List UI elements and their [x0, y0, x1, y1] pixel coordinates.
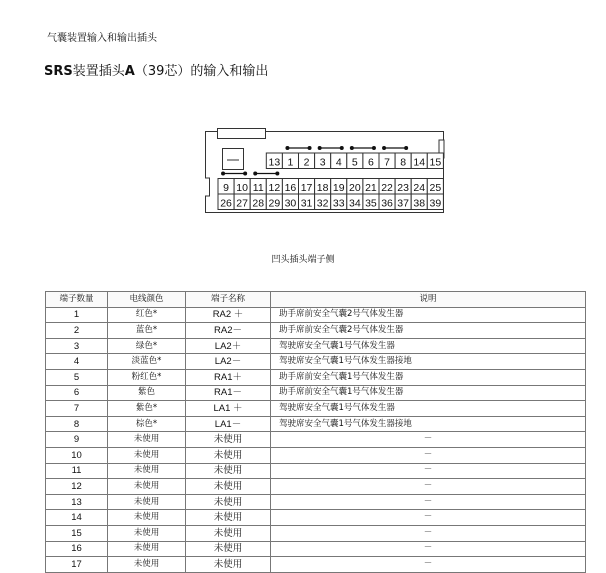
shorting-bar-dot: [243, 172, 247, 176]
title-text-rest: （39芯）的输入和输出: [134, 64, 269, 79]
table-row: [46, 416, 586, 432]
header-pin-number: 端子数量: [46, 292, 108, 308]
connector-pin-label: 29: [268, 197, 281, 210]
connector-diagram: [205, 128, 445, 214]
description-cell: －: [271, 557, 586, 573]
title-text-connector: 装置插头: [72, 64, 125, 79]
table-row: [46, 369, 586, 385]
connector-pin-label: 26: [220, 197, 232, 210]
description-cell: 助手席前安全气囊1号气体发生器: [271, 369, 586, 385]
connector-pin-label: 31: [300, 197, 313, 210]
description-cell: 助手席前安全气囊1号气体发生器: [271, 385, 586, 401]
wire-color-cell: 未使用: [108, 541, 186, 557]
connector-pin-label: 3: [319, 156, 326, 169]
pin-name-cell: 未使用: [186, 510, 271, 526]
pin-name-cell: 未使用: [186, 557, 271, 573]
connector-pin-label: 36: [381, 197, 393, 210]
connector-pin-label: 28: [252, 197, 265, 210]
pin-number-cell: 3: [46, 338, 108, 354]
shorting-bar-dot: [340, 146, 344, 150]
connector-pin-label: 33: [332, 197, 345, 210]
connector-pin-label: 38: [413, 197, 426, 210]
pin-number-cell: 13: [46, 494, 108, 510]
pin-number-cell: 6: [46, 385, 108, 401]
description-cell: －: [271, 541, 586, 557]
title-bold-a: A: [124, 64, 135, 79]
connector-pin-label: 39: [429, 197, 442, 210]
description-cell: 驾驶席安全气囊1号气体发生器接地: [271, 416, 586, 432]
header-pin-name: 端子名称: [186, 292, 271, 308]
shorting-bar-dot: [221, 172, 225, 176]
connector-pin-label: 24: [413, 182, 426, 194]
pin-name-cell: LA2－: [186, 354, 271, 370]
description-cell: 驾驶席安全气囊1号气体发生器接地: [271, 354, 586, 370]
wire-color-cell: 粉红色*: [108, 369, 186, 385]
wire-color-cell: 蓝色*: [108, 323, 186, 339]
table-row: [46, 338, 586, 354]
connector-pin-label: 30: [284, 197, 297, 210]
wire-color-cell: 未使用: [108, 557, 186, 573]
pin-name-cell: 未使用: [186, 479, 271, 495]
connector-pin-label: 1: [287, 156, 294, 169]
pin-name-cell: 未使用: [186, 447, 271, 463]
connector-pin-label: 15: [429, 156, 442, 169]
connector-pin-label: 11: [252, 182, 264, 194]
pin-number-cell: 7: [46, 401, 108, 417]
wire-color-cell: 未使用: [108, 525, 186, 541]
wire-color-cell: 未使用: [108, 463, 186, 479]
pin-number-cell: 11: [46, 463, 108, 479]
pin-name-cell: 未使用: [186, 541, 271, 557]
description-cell: －: [271, 510, 586, 526]
pin-number-cell: 17: [46, 557, 108, 573]
table-row: [46, 494, 586, 510]
description-cell: －: [271, 432, 586, 448]
connector-pin-label: 4: [335, 156, 342, 169]
pin-name-cell: RA1＋: [186, 369, 271, 385]
table-row: [46, 307, 586, 323]
table-row: [46, 557, 586, 573]
shorting-bar-dot: [308, 146, 312, 150]
wire-color-cell: 未使用: [108, 479, 186, 495]
description-cell: －: [271, 525, 586, 541]
table-row: [46, 354, 586, 370]
connector-pin-label: 32: [316, 197, 329, 210]
wire-color-cell: 绿色*: [108, 338, 186, 354]
connector-latch: [218, 129, 266, 139]
wire-color-cell: 淡蓝色*: [108, 354, 186, 370]
connector-pin-label: 37: [397, 197, 409, 210]
page-title: [44, 60, 268, 79]
wire-color-cell: 未使用: [108, 447, 186, 463]
table-row: [46, 385, 586, 401]
shorting-bar-dot: [404, 146, 408, 150]
table-row: [46, 525, 586, 541]
connector-pin-label: 9: [223, 182, 229, 194]
connector-pin-label: 25: [429, 182, 442, 194]
table-header-row: [46, 292, 586, 308]
breadcrumb: 气囊装置输入和输出插头: [47, 33, 157, 44]
description-cell: 助手席前安全气囊2号气体发生器: [271, 307, 586, 323]
connector-pin-label: 12: [268, 182, 281, 194]
description-cell: 助手席前安全气囊2号气体发生器: [271, 323, 586, 339]
table-row: [46, 510, 586, 526]
table-row: [46, 541, 586, 557]
pin-number-cell: 16: [46, 541, 108, 557]
connector-pin-label: 14: [413, 156, 426, 169]
connector-pin-label: 19: [332, 182, 345, 194]
pin-number-cell: 15: [46, 525, 108, 541]
shorting-bar-dot: [350, 146, 354, 150]
header-description: 说明: [271, 292, 586, 308]
pin-name-cell: LA1－: [186, 416, 271, 432]
shorting-bar-dot: [318, 146, 322, 150]
pin-number-cell: 10: [46, 447, 108, 463]
table-row: [46, 432, 586, 448]
description-cell: －: [271, 447, 586, 463]
wire-color-cell: 棕色*: [108, 416, 186, 432]
connector-pin-label: 6: [368, 156, 374, 169]
connector-pin-label: 22: [381, 182, 393, 194]
description-cell: 驾驶席安全气囊1号气体发生器: [271, 338, 586, 354]
connector-caption: 凹头插头端子侧: [271, 255, 335, 265]
shorting-bar-dot: [372, 146, 376, 150]
pin-name-cell: RA2 ＋: [186, 307, 271, 323]
wire-color-cell: 未使用: [108, 432, 186, 448]
wire-color-cell: 紫色: [108, 385, 186, 401]
connector-pin-label: 34: [349, 197, 361, 210]
pin-number-cell: 1: [46, 307, 108, 323]
wire-color-cell: 红色*: [108, 307, 186, 323]
title-bold-srs: SRS: [44, 64, 73, 79]
connector-pin-label: 10: [236, 182, 248, 194]
connector-pin-label: 27: [236, 197, 248, 210]
pin-name-cell: LA2＋: [186, 338, 271, 354]
wire-color-cell: 紫色*: [108, 401, 186, 417]
pin-number-cell: 9: [46, 432, 108, 448]
connector-pin-label: 18: [316, 182, 329, 194]
table-row: [46, 447, 586, 463]
description-cell: －: [271, 463, 586, 479]
connector-pin-label: 20: [349, 182, 361, 194]
pin-name-cell: 未使用: [186, 432, 271, 448]
shorting-bar-dot: [275, 172, 279, 176]
pin-number-cell: 14: [46, 510, 108, 526]
table-row: [46, 479, 586, 495]
pin-name-cell: RA2－: [186, 323, 271, 339]
pin-number-cell: 4: [46, 354, 108, 370]
connector-pin-label: 8: [400, 156, 407, 169]
table-row: [46, 463, 586, 479]
table-row: [46, 401, 586, 417]
wire-color-cell: 未使用: [108, 510, 186, 526]
connector-pin-label: 13: [268, 156, 281, 169]
connector-pin-label: 35: [365, 197, 377, 210]
header-wire-color: 电线颜色: [108, 292, 186, 308]
connector-pin-label: 16: [284, 182, 297, 194]
shorting-bar-dot: [253, 172, 257, 176]
description-cell: －: [271, 479, 586, 495]
connector-pin-label: 17: [300, 182, 313, 194]
description-cell: －: [271, 494, 586, 510]
pin-name-cell: 未使用: [186, 494, 271, 510]
pin-number-cell: 2: [46, 323, 108, 339]
pin-name-cell: 未使用: [186, 525, 271, 541]
pin-name-cell: LA1 ＋: [186, 401, 271, 417]
shorting-bar-dot: [285, 146, 289, 150]
table-row: [46, 323, 586, 339]
pin-number-cell: 5: [46, 369, 108, 385]
pin-table: [45, 291, 586, 573]
connector-pin-label: 5: [351, 156, 358, 169]
connector-tab-left: [205, 178, 210, 196]
wire-color-cell: 未使用: [108, 494, 186, 510]
pin-name-cell: RA1－: [186, 385, 271, 401]
pin-number-cell: 8: [46, 416, 108, 432]
connector-pin-label: 21: [365, 182, 377, 194]
pin-number-cell: 12: [46, 479, 108, 495]
description-cell: 驾驶席安全气囊1号气体发生器: [271, 401, 586, 417]
pin-name-cell: 未使用: [186, 463, 271, 479]
connector-lock: [223, 149, 244, 170]
connector-pin-label: 7: [384, 156, 390, 169]
connector-pin-label: 23: [397, 182, 409, 194]
shorting-bar-dot: [382, 146, 386, 150]
connector-pin-label: 2: [303, 156, 310, 169]
